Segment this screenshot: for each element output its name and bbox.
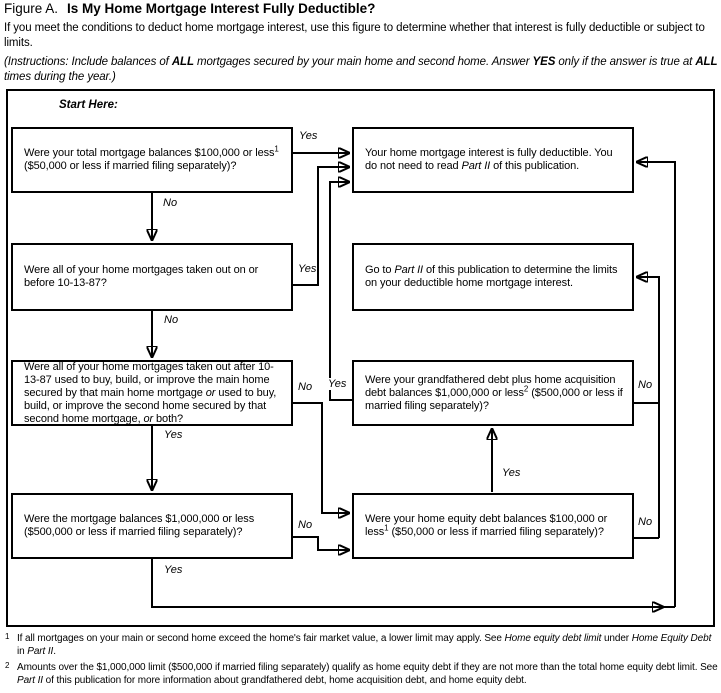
box-text: Were your total mortgage balances $100,000 or less$^1$ ($50,000 or less if married filing separately)?	[24, 144, 279, 172]
edge-label-q1-yes: Yes	[299, 130, 318, 142]
box-text: Were all of your home mortgages taken out on or before 10-13-87?	[24, 264, 259, 289]
box-text: Your home mortgage interest is fully deductible. You do not need to read Part II of this publication.	[365, 147, 613, 172]
edge-label-home-equity-no: No	[638, 516, 653, 528]
footnote-1-text: If all mortgages on your main or second home exceed the home's fair market value, a lower limit may apply. See Home equity debt limit under Home Equity Debt in Part II.	[17, 633, 712, 657]
footnote-2-text: Amounts over the $1,000,000 limit ($500,000 if married filing separately) qualify as home equity debt if they are not more than the total home equity debt limit. See Part II of this publication for more information about grandfathered debt, home acquisition debt, and home equity debt.	[17, 662, 718, 686]
figure-label: Figure A.	[4, 1, 59, 16]
edge-label-q1-no: No	[163, 197, 178, 209]
box-text: Were your grandfathered debt plus home acquisition debt balances $1,000,000 or less$^2$ ($500,000 or less if married filing separately)?	[365, 373, 623, 412]
edge-label-grandfathered-yes: Yes	[328, 378, 347, 390]
edge-label-q2-no: No	[164, 314, 179, 326]
box-text: Were the mortgage balances $1,000,000 or less ($500,000 or less if married filing separately)?	[24, 513, 255, 538]
flowchart-box-million-dollar-balances	[11, 493, 293, 559]
footnote-1-marker: 1	[5, 632, 10, 641]
instructions-paragraph: (Instructions: Include balances of ALL mortgages secured by your main home and second home. Answer YES only if the answer is true at ALL times during the year.)	[4, 56, 718, 83]
edge-label-q4-yes: Yes	[164, 564, 183, 576]
edge-label-q3-yes: Yes	[164, 429, 183, 441]
flowchart-box-go-to-part-2	[352, 243, 634, 311]
flowchart-box-fully-deductible	[352, 127, 634, 193]
flowchart-box-total-mortgage-balances	[11, 127, 293, 193]
box-text: Were all of your home mortgages taken out after 10-13-87 used to buy, build, or improve the main home secured by that main home mortgage or used to buy, build, or improve the second home secured by that second home mortgage, or both?	[24, 360, 277, 425]
edge-label-grandfathered-no: No	[638, 379, 653, 391]
footnote-2	[3, 661, 718, 687]
start-here-label: Start Here:	[59, 99, 118, 111]
flowchart-box-grandfathered-debt	[352, 360, 634, 426]
footnote-1	[3, 632, 718, 658]
flowchart-box-buy-build-improve	[11, 360, 293, 426]
flowchart-box-before-10-13-87	[11, 243, 293, 311]
figure-heading	[4, 1, 375, 16]
footnote-2-marker: 2	[5, 661, 10, 670]
edge-label-home-equity-yes: Yes	[502, 467, 521, 479]
intro-paragraph: If you meet the conditions to deduct home mortgage interest, use this figure to determine whether that interest is fully deductible or subject to limits.	[4, 22, 705, 49]
edge-label-q4-no: No	[298, 519, 313, 531]
box-text: Were your home equity debt balances $100,000 or less$^1$ ($50,000 or less if married filing separately)?	[365, 513, 608, 538]
edge-label-q3-no: No	[298, 381, 313, 393]
flowchart-box-home-equity-debt	[352, 493, 634, 559]
figure-title: Is My Home Mortgage Interest Fully Deductible?	[67, 1, 376, 16]
edge-label-q2-yes: Yes	[298, 263, 317, 275]
box-text: Go to Part II of this publication to determine the limits on your deductible home mortgage interest.	[365, 264, 618, 289]
